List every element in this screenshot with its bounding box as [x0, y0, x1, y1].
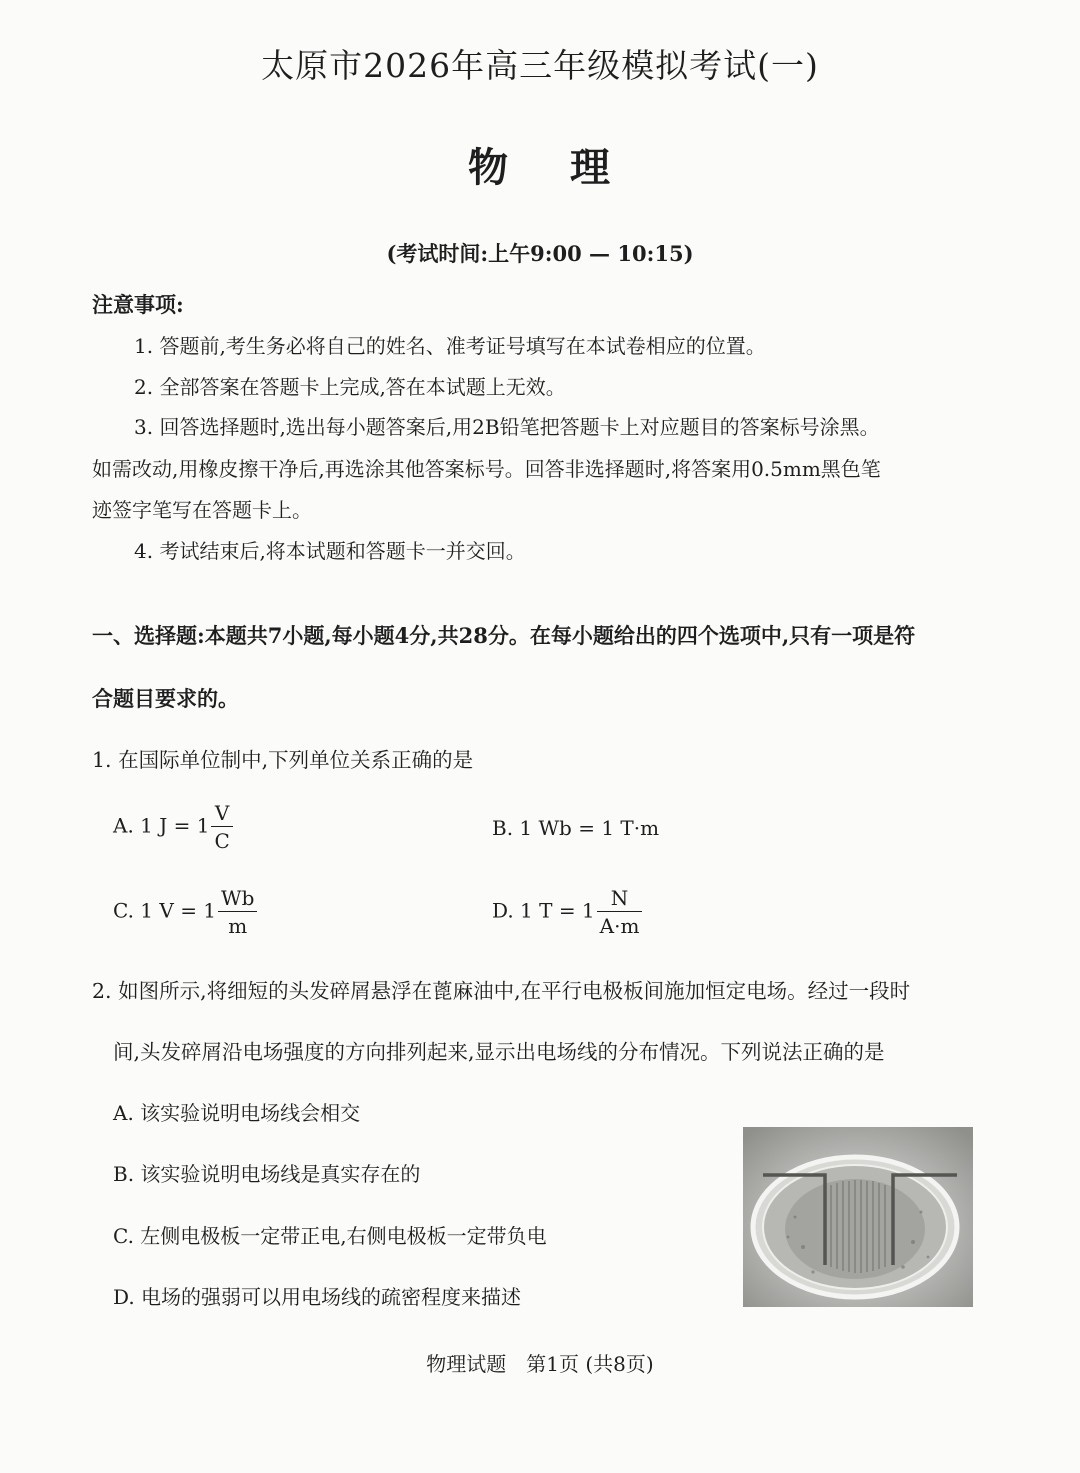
q1-a-prefix: A. 1 J = 1: [113, 813, 210, 838]
q1-c-den: m: [228, 914, 248, 938]
q1-d-prefix: D. 1 T = 1: [492, 898, 595, 923]
page-footer: [0, 1348, 1080, 1377]
footer-page: 第1页 (共8页): [526, 1352, 654, 1376]
q2-option-c: C. 左侧电极板一定带正电,右侧电极板一定带负电: [113, 1224, 547, 1248]
notice-item-3-cont: 如需改动,用橡皮擦干净后,再选涂其他答案标号。回答非选择题时,将答案用0.5mm黑色笔: [92, 457, 881, 481]
q1-stem: 1. 在国际单位制中,下列单位关系正确的是: [92, 748, 474, 772]
subject-title: [0, 136, 1080, 193]
q2-stem-2: 间,头发碎屑沿电场强度的方向排列起来,显示出电场线的分布情况。下列说法正确的是: [113, 1040, 885, 1064]
section-heading: 一、选择题:本题共7小题,每小题4分,共28分。在每小题给出的四个选项中,只有一项是符: [92, 623, 916, 648]
q2-stem-1: 2. 如图所示,将细短的头发碎屑悬浮在蓖麻油中,在平行电极板间施加恒定电场。经过一段时: [92, 979, 911, 1003]
q1-d-den: A·m: [599, 914, 640, 938]
exam-title: 太原市2026年高三年级模拟考试(一): [261, 46, 819, 85]
subject-char-2: 理: [570, 144, 612, 191]
q1-option-c: [113, 888, 257, 936]
notice-heading: 注意事项:: [92, 292, 184, 317]
q1-d-num: N: [597, 888, 643, 912]
q1-d-fraction: [597, 888, 643, 936]
q1-option-d: [492, 888, 642, 936]
q2-option-d: D. 电场的强弱可以用电场线的疏密程度来描述: [113, 1285, 522, 1309]
exam-time: (考试时间:上午9:00 — 10:15): [386, 241, 694, 266]
notice-item-3: 3. 回答选择题时,选出每小题答案后,用2B铅笔把答题卡上对应题目的答案标号涂黑。: [134, 415, 880, 439]
notice-item-4: 4. 考试结束后,将本试题和答题卡一并交回。: [134, 539, 526, 563]
electric-field-hair-photo-image: [743, 1127, 973, 1307]
notice-item-3-cont2: 迹签字笔写在答题卡上。: [92, 498, 312, 522]
experiment-photo: [743, 1127, 973, 1307]
notice-item-1: 1. 答题前,考生务必将自己的姓名、准考证号填写在本试卷相应的位置。: [134, 334, 766, 358]
q1-option-b: B. 1 Wb = 1 T·m: [492, 816, 660, 840]
notice-item-2: 2. 全部答案在答题卡上完成,答在本试题上无效。: [134, 375, 566, 399]
q1-c-fraction: [218, 888, 257, 936]
q2-option-b: B. 该实验说明电场线是真实存在的: [113, 1162, 421, 1186]
section-heading-cont: 合题目要求的。: [92, 686, 239, 711]
subject-char-1: 物: [468, 144, 510, 191]
q2-option-a: A. 该实验说明电场线会相交: [113, 1101, 361, 1125]
footer-title: 物理试题: [426, 1352, 507, 1376]
q1-a-den: C: [214, 829, 230, 853]
q1-a-fraction: [211, 803, 232, 851]
q1-option-a: [113, 803, 233, 851]
q1-c-prefix: C. 1 V = 1: [113, 898, 217, 923]
q1-c-num: Wb: [218, 888, 257, 912]
q1-a-num: V: [211, 803, 232, 827]
